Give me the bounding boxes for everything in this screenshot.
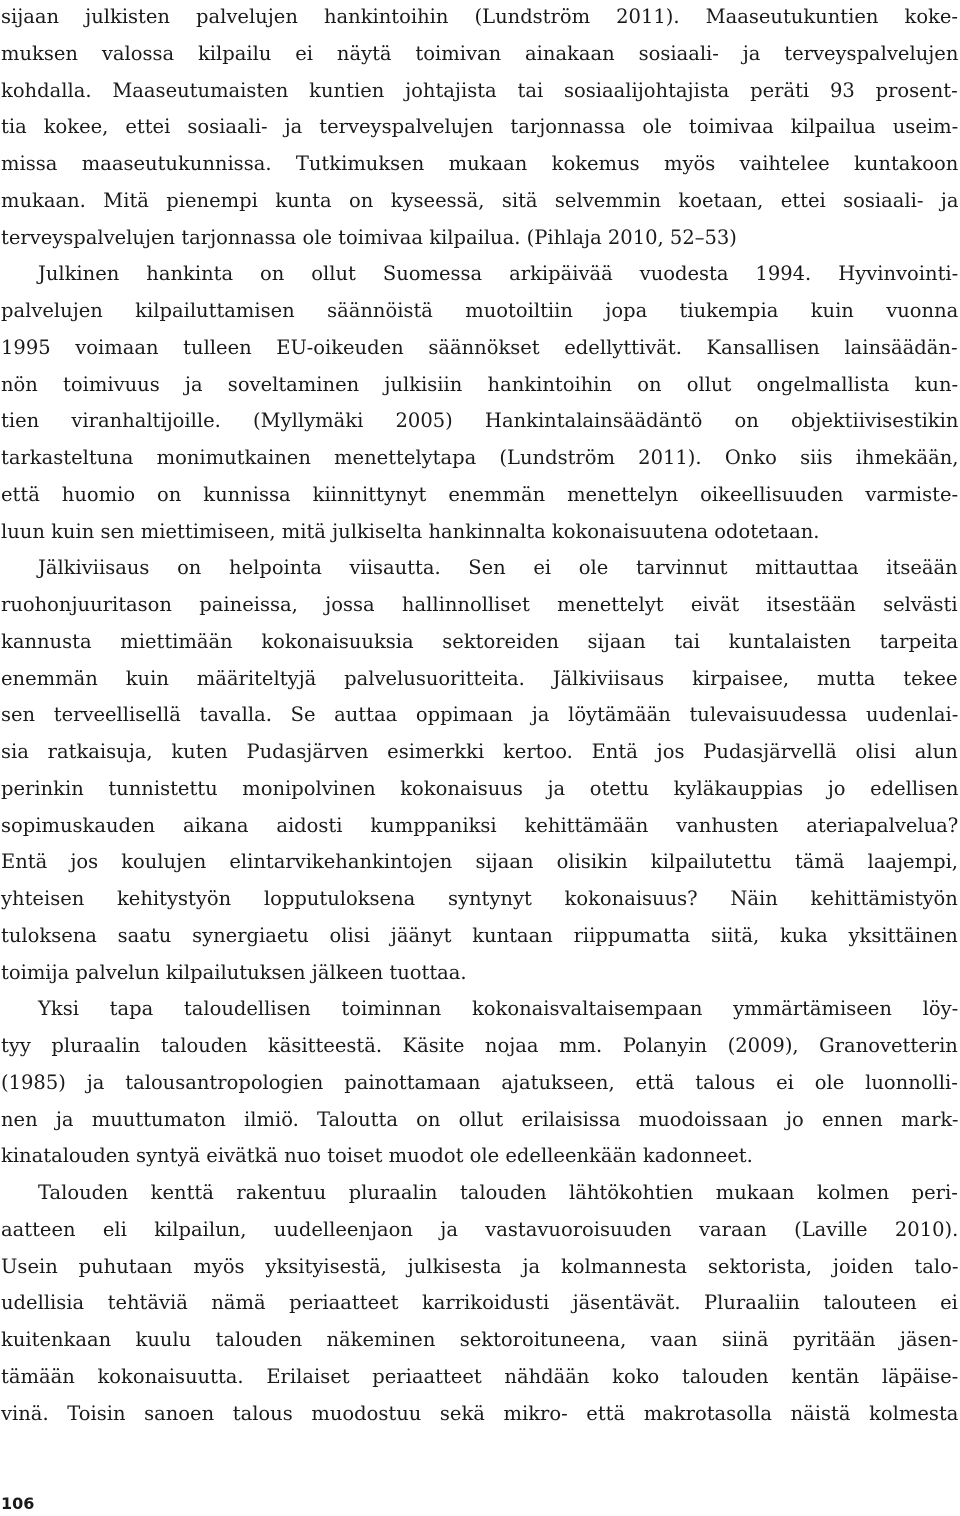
- text-line: kinatalouden syntyä eivätkä nuo toiset muodot ole edelleenkään kadonneet.: [1, 1144, 753, 1168]
- text-line: nön toimivuus ja soveltaminen julkisiin hankintoihin on ollut ongelmallista kun-: [1, 372, 959, 396]
- text-line: vinä. Toisin sanoen talous muodostuu sekä mikro- että makrotasolla näistä kolmesta: [1, 1401, 959, 1425]
- text-line: palvelujen kilpailuttamisen säännöistä muotoiltiin jopa tiukempia kuin vuonna: [1, 299, 959, 322]
- text-line: nen ja muuttumaton ilmiö. Taloutta on ollut erilaisissa muodoissaan jo ennen mark-: [1, 1107, 959, 1131]
- text-line: enemmän kuin määriteltyjä palvelusuoritteita. Jälkiviisaus kirpaisee, mutta tekee: [1, 666, 958, 690]
- text-line: (1985) ja talousantropologien painottamaan ajatukseen, että talous ei ole luonnolli-: [1, 1070, 958, 1094]
- text-line: tarkasteltuna monimutkainen menettelytapa (Lundström 2011). Onko siis ihmekään,: [1, 446, 959, 469]
- text-line: sijaan julkisten palvelujen hankintoihin (Lundström 2011). Maaseutukuntien koke-: [1, 5, 958, 28]
- text-line: että huomio on kunnissa kiinnittynyt enemmän menettelyn oikeellisuuden varmiste-: [1, 482, 959, 506]
- text-line: sen terveellisellä tavalla. Se auttaa oppimaan ja löytämään tulevaisuudessa uudenlai-: [1, 703, 959, 727]
- text-line: aatteen eli kilpailun, uudelleenjaon ja vastavuoroisuuden varaan (Laville 2010).: [1, 1217, 959, 1241]
- text-line: Yksi tapa taloudellisen toiminnan kokonaisvaltaisempaan ymmärtämiseen löy-: [38, 997, 959, 1021]
- text-line: missa maaseutukunnissa. Tutkimuksen mukaan kokemus myös vaihtelee kuntakoon: [1, 152, 959, 175]
- page-number: 106: [1, 1494, 35, 1513]
- text-line: tyy pluraalin talouden käsitteestä. Käsite nojaa mm. Polanyin (2009), Granovetterin: [1, 1034, 958, 1057]
- text-line: kannusta miettimään kokonaisuuksia sektoreiden sijaan tai kuntalaisten tarpeita: [1, 629, 959, 653]
- text-line: luun kuin sen miettimiseen, mitä julkiselta hankinnalta kokonaisuutena odotetaan.: [1, 519, 820, 543]
- text-line: Julkinen hankinta on ollut Suomessa arkipäivää vuodesta 1994. Hyvinvointi-: [38, 262, 959, 286]
- text-line: terveyspalvelujen tarjonnassa ole toimivaa kilpailua. (Pihlaja 2010, 52–53): [1, 225, 737, 249]
- text-line: udellisia tehtäviä nämä periaatteet karrikoidusti jäsentävät. Pluraaliin talouteen ei: [1, 1291, 958, 1315]
- text-line: tien viranhaltijoille. (Myllymäki 2005) Hankintalainsäädäntö on objektiivisestikin: [1, 409, 959, 433]
- text-line: tuloksena saatu synergiaetu olisi jäänyt kuntaan riippumatta siitä, kuka yksittäinen: [1, 923, 958, 947]
- text-line: toimija palvelun kilpailutuksen jälkeen tuottaa.: [1, 960, 467, 984]
- text-line: Talouden kenttä rakentuu pluraalin talouden lähtökohtien mukaan kolmen peri-: [38, 1181, 958, 1204]
- text-line: sopimuskauden aikana aidosti kumppaniksi kehittämään vanhusten ateriapalvelua?: [1, 813, 959, 837]
- text-line: Jälkiviisaus on helpointa viisautta. Sen ei ole tarvinnut mittauttaa itseään: [38, 556, 958, 580]
- text-line: tia kokee, ettei sosiaali- ja terveyspalvelujen tarjonnassa ole toimivaa kilpailua useim-: [1, 115, 959, 139]
- text-line: tämään kokonaisuutta. Erilaiset periaatteet nähdään koko talouden kentän läpäise-: [1, 1364, 959, 1388]
- text-line: perinkin tunnistettu monipolvinen kokonaisuus ja otettu kyläkauppias jo edellisen: [1, 776, 959, 800]
- text-line: muksen valossa kilpailu ei näytä toimivan ainakaan sosiaali- ja terveyspalvelujen: [1, 41, 959, 65]
- text-line: 1995 voimaan tulleen EU-oikeuden säännökset edellyttivät. Kansallisen lainsäädän-: [1, 335, 958, 359]
- text-line: sia ratkaisuja, kuten Pudasjärven esimerkki kertoo. Entä jos Pudasjärvellä olisi alun: [1, 740, 958, 763]
- text-line: ruohonjuuritason paineissa, jossa hallinnolliset menettelyt eivät itsestään selvästi: [1, 593, 958, 616]
- text-line: Entä jos koulujen elintarvikehankintojen sijaan olisikin kilpailutettu tämä laajempi,: [1, 850, 958, 874]
- text-line: kohdalla. Maaseutumaisten kuntien johtajista tai sosiaalijohtajista peräti 93 prosent-: [1, 78, 958, 102]
- text-line: mukaan. Mitä pienempi kunta on kyseessä, sitä selvemmin koetaan, ettei sosiaali- ja: [1, 188, 959, 212]
- text-line: Usein puhutaan myös yksityisestä, julkisesta ja kolmannesta sektorista, joiden talo-: [1, 1254, 959, 1278]
- text-line: kuitenkaan kuulu talouden näkeminen sektoroituneena, vaan siinä pyritään jäsen-: [1, 1328, 959, 1351]
- text-line: yhteisen kehitystyön lopputuloksena syntynyt kokonaisuus? Näin kehittämistyön: [1, 887, 958, 910]
